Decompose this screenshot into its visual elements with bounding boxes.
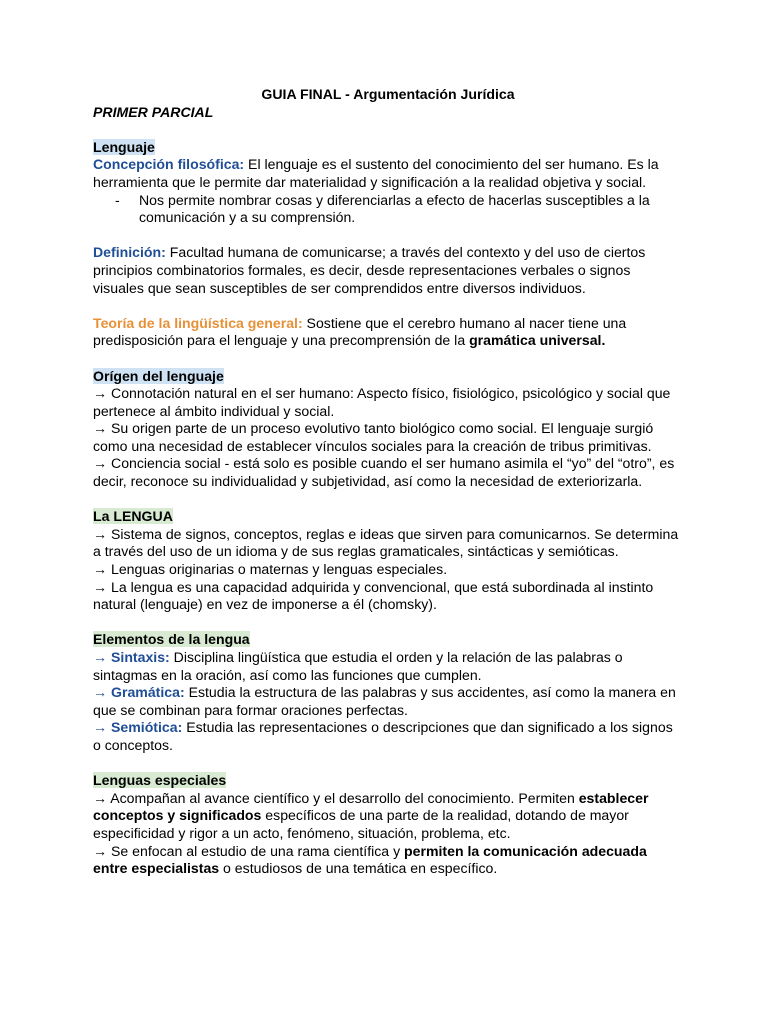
term-bold: gramática universal. [469, 332, 606, 349]
bullet-item [93, 192, 683, 227]
term-label: Concepción filosófica: [93, 156, 245, 173]
list-item: → Connotación natural en el ser humano: Aspecto físico, fisiológico, psicológico y social que pertenece al ámbito individual y social. [93, 385, 671, 419]
section-heading-elementos [93, 631, 683, 649]
spacer [93, 297, 683, 315]
bullet-text: Nos permite nombrar cosas y diferenciarlas a efecto de hacerlas susceptibles a la comunicación y a su comprensión. [139, 191, 650, 226]
section-heading-origen [93, 368, 683, 386]
heading-text: Lenguaje [93, 138, 155, 155]
heading-text: La LENGUA [93, 508, 173, 525]
list-item [93, 790, 683, 843]
heading-text: Orígen del lenguaje [93, 367, 224, 384]
list-item: → Sistema de signos, conceptos, reglas e ideas que sirven para comunicarnos. Se determina a través del uso de un idioma y de sus reglas gramaticales, sintácticas y semióticas. [93, 525, 679, 560]
item-bold: establecer conceptos y significados [93, 789, 649, 824]
list-item [93, 719, 683, 754]
term-label: Definición: [93, 244, 166, 261]
list-item: → Lenguas originarias o maternas y lenguas especiales. [93, 561, 448, 578]
term-text: Facultad humana de comunicarse; a través del contexto y del uso de ciertos principios combinatorios formales, es decir, desde representaciones verbales o signos visuales que sean susceptibles de ser comprendidos entre diversos individuos. [93, 244, 646, 296]
spacer [93, 121, 683, 139]
item-bold: permiten la comunicación adecuada entre especialistas [93, 842, 647, 877]
list-item [93, 684, 683, 719]
term-label: → Semiótica: [93, 719, 183, 736]
paragraph-teoria [93, 315, 683, 350]
document-subtitle: PRIMER PARCIAL [93, 103, 214, 120]
term-text: El lenguaje es el sustento del conocimiento del ser humano. Es la herramienta que le permite dar materialidad y significación a la realidad objetiva y social. [93, 156, 659, 190]
term-label: → Gramática: [93, 684, 185, 701]
heading-text: Lenguas especiales [93, 772, 227, 789]
paragraph-concepcion [93, 156, 683, 191]
spacer [93, 755, 683, 773]
list-item [93, 649, 683, 684]
term-text: Disciplina lingüística que estudia el orden y la relación de las palabras o sintagmas en la oración, así como las funciones que cumplen. [93, 649, 623, 683]
item-text: específicos de una parte de la realidad, dotando de mayor especificidad y rigor a un acto, fenómeno, situación, problema, etc. [93, 807, 629, 841]
spacer [93, 227, 683, 245]
term-text: Estudia las representaciones o descripciones que dan significado a los signos o conceptos. [93, 719, 673, 753]
spacer [93, 614, 683, 632]
section-heading-lengua [93, 508, 683, 526]
heading-text: Elementos de la lengua [93, 631, 250, 648]
item-text: o estudiosos de una temática en específico. [219, 860, 498, 877]
term-text: Sostiene que el cerebro humano al nacer tiene una predisposición para el lenguaje y una precomprensión de la [93, 314, 627, 349]
spacer [93, 350, 683, 368]
bullet-dash: - [115, 191, 120, 208]
item-text: → Se enfocan al estudio de una rama científica y [93, 842, 405, 859]
paragraph-definicion [93, 244, 683, 297]
document-title: GUIA FINAL - Argumentación Jurídica [261, 86, 515, 102]
term-text: Estudia la estructura de las palabras y sus accidentes, así como la manera en que se combinan para formar oraciones perfectas. [93, 684, 676, 718]
document-body [93, 86, 683, 878]
item-text: → Acompañan al avance científico y el desarrollo del conocimiento. Permiten [93, 789, 579, 806]
term-label: Teoría de la lingüística general: [93, 314, 303, 331]
section-heading-especiales [93, 772, 683, 790]
spacer [93, 491, 683, 509]
term-label: → Sintaxis: [93, 649, 170, 665]
list-item: → Conciencia social - está solo es posible cuando el ser humano asimila el “yo” del “otro”, es decir, reconoce su individualidad y subjetividad, así como la necesidad de exteriorizarla. [93, 455, 675, 490]
list-item: → Su origen parte de un proceso evolutivo tanto biológico como social. El lenguaje surgió como una necesidad de establecer vínculos sociales para la creación de tribus primitivas. [93, 420, 654, 454]
section-heading-lenguaje [93, 139, 683, 157]
list-item [93, 843, 683, 878]
list-item: → La lengua es una capacidad adquirida y convencional, que está subordinada al instinto natural (lenguaje) en vez de imponerse a él (chomsky). [93, 578, 654, 613]
